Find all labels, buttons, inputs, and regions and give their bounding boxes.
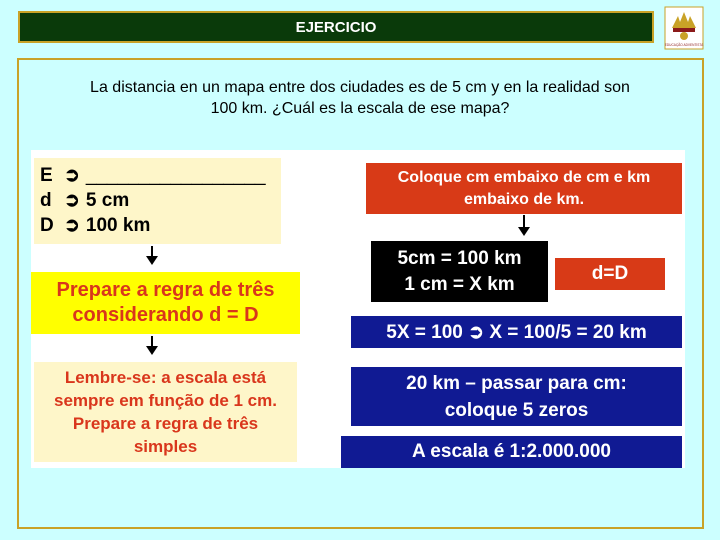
arrow-icon: ➲: [64, 215, 80, 236]
convert-box: 20 km – passar para cm: coloque 5 zeros: [351, 367, 682, 426]
deer-crest-icon: [664, 6, 704, 50]
arrow-icon: ➲: [64, 165, 80, 186]
reminder-box: Lembre-se: a escala está sempre em função de 1 cm. Prepare a regra de três simples: [34, 362, 297, 462]
question-text: [40, 77, 680, 119]
page-title: EJERCICIO: [295, 18, 377, 36]
equality-box: d=D: [555, 258, 665, 290]
arrow-icon: ➲: [64, 190, 80, 211]
question-line-2: 100 km. ¿Cuál es la escala de ese mapa?: [210, 100, 510, 117]
question-line-1: La distancia en un mapa entre dos ciudades es de 5 cm y en la realidad son: [90, 79, 630, 96]
solution-panel: [31, 150, 685, 468]
rule-box: Prepare a regra de três considerando d = D: [31, 272, 300, 334]
result-box: A escala é 1:2.000.000: [341, 436, 682, 468]
proportion-box: 5cm = 100 km 1 cm = X km: [371, 241, 548, 302]
down-arrow-head-icon: [146, 346, 158, 355]
down-arrow-head-icon: [518, 227, 530, 236]
definition-map-distance: d ➲ 5 cm: [40, 190, 130, 211]
logo-text: EDUCAÇÃO ADVENTISTA: [664, 43, 704, 47]
instruction-box: Coloque cm embaixo de cm e km embaixo de km.: [366, 163, 682, 214]
title-bar: [18, 11, 654, 43]
solve-box: 5X = 100 ➲ X = 100/5 = 20 km: [351, 316, 682, 348]
logo: [664, 6, 704, 50]
down-arrow-head-icon: [146, 256, 158, 265]
definitions-box: [34, 158, 281, 244]
definition-scale: E ➲ _________________: [40, 165, 266, 186]
definition-real-distance: D ➲ 100 km: [40, 215, 151, 236]
